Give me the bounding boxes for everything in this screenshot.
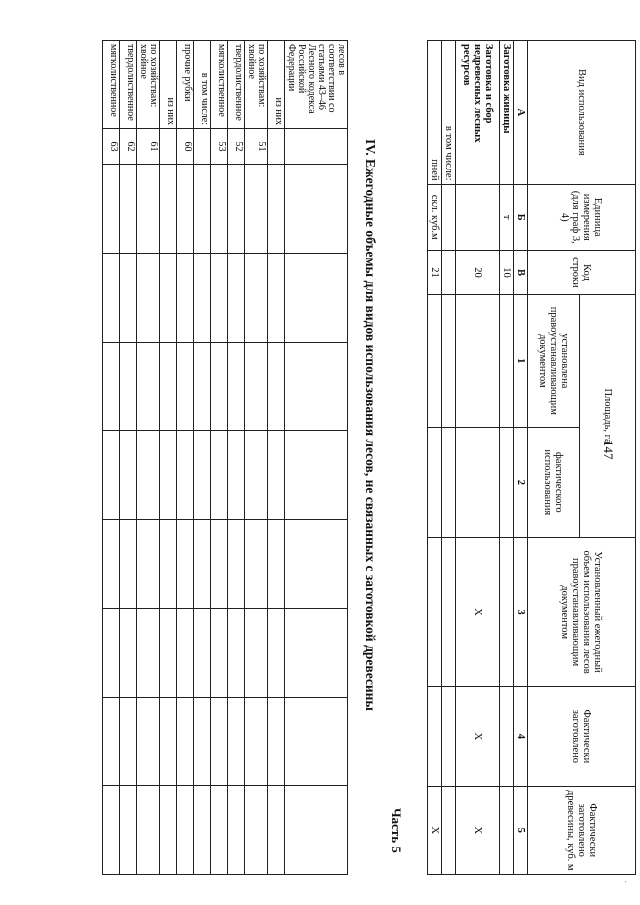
upper-row-cell — [245, 608, 268, 697]
upper-row-cell — [177, 608, 194, 697]
upper-row-cell — [285, 342, 348, 431]
upper-row-cell — [268, 431, 285, 520]
index-cell: Б — [514, 184, 528, 250]
upper-row-code — [268, 129, 285, 165]
row-cell-c2 — [442, 427, 456, 537]
upper-row-cell — [285, 697, 348, 786]
upper-row-code — [194, 129, 211, 165]
upper-row-cell — [211, 431, 228, 520]
index-cell: 4 — [514, 687, 528, 786]
upper-row-label: прочие рубки — [177, 41, 194, 129]
upper-row-cell — [137, 608, 160, 697]
upper-row-cell — [245, 786, 268, 875]
upper-row-cell — [194, 786, 211, 875]
upper-row-cell — [137, 253, 160, 342]
upper-row-label: по хозяйствам: хвойное — [137, 41, 160, 129]
row-label: пней — [428, 41, 442, 185]
row-cell-unit — [442, 184, 456, 250]
upper-row-cell — [120, 431, 137, 520]
row-cell-unit: скл. куб.м — [428, 184, 442, 250]
upper-row-cell — [103, 608, 120, 697]
upper-row-cell — [245, 697, 268, 786]
upper-row-cell — [194, 431, 211, 520]
upper-row-cell — [120, 608, 137, 697]
upper-row-cell — [194, 520, 211, 609]
upper-row-cell — [103, 431, 120, 520]
row-cell-c1 — [456, 295, 500, 428]
page-number: 147 — [601, 440, 616, 460]
main-table-row — [428, 41, 442, 875]
row-cell-c5: X — [428, 786, 442, 874]
row-cell-code — [442, 250, 456, 294]
row-cell-unit: т — [500, 184, 514, 250]
upper-row-cell — [245, 431, 268, 520]
upper-row-label: из них — [160, 41, 177, 129]
upper-row-label: из них — [268, 41, 285, 129]
index-cell: А — [514, 41, 528, 185]
upper-row-cell — [177, 253, 194, 342]
row-cell-c4: X — [456, 687, 500, 786]
row-cell-c4 — [428, 687, 442, 786]
upper-row-code: 62 — [120, 129, 137, 165]
row-label: Заготовка живицы — [500, 41, 514, 185]
upper-row-cell — [245, 520, 268, 609]
upper-table-row — [177, 41, 194, 875]
row-cell-code: 20 — [456, 250, 500, 294]
row-cell-c3: X — [456, 538, 500, 687]
row-cell-code: 21 — [428, 250, 442, 294]
upper-row-cell — [103, 697, 120, 786]
upper-row-cell — [120, 786, 137, 875]
upper-row-cell — [268, 608, 285, 697]
upper-row-cell — [160, 431, 177, 520]
upper-row-cell — [137, 342, 160, 431]
header-actual-harvested: Фактически заготовлено — [528, 687, 636, 786]
part-label: Часть 5 — [389, 808, 404, 853]
upper-row-code — [285, 129, 348, 165]
upper-row-cell — [211, 608, 228, 697]
upper-row-cell — [194, 608, 211, 697]
upper-row-cell — [228, 608, 245, 697]
header-area-actual: фактического использования — [528, 427, 580, 537]
upper-row-cell — [245, 165, 268, 254]
upper-row-cell — [120, 165, 137, 254]
row-label: в том числе: — [442, 41, 456, 185]
upper-row-cell — [211, 786, 228, 875]
upper-row-cell — [245, 253, 268, 342]
row-cell-c4 — [500, 687, 514, 786]
upper-row-cell — [177, 697, 194, 786]
upper-row-cell — [120, 520, 137, 609]
upper-table-row — [103, 41, 120, 875]
row-label: Заготовка и сбор недревесных лесных ресурсов — [456, 41, 500, 185]
upper-row-cell — [268, 786, 285, 875]
upper-row-cell — [268, 520, 285, 609]
upper-row-label: по хозяйствам: хвойное — [245, 41, 268, 129]
row-cell-c5 — [500, 786, 514, 874]
upper-row-cell — [285, 520, 348, 609]
upper-table-row — [194, 41, 211, 875]
upper-row-cell — [120, 342, 137, 431]
upper-row-cell — [285, 165, 348, 254]
header-actual-wood: Фактически заготовлено древесины, куб. м — [528, 786, 636, 874]
row-cell-code: 10 — [500, 250, 514, 294]
upper-row-code: 53 — [211, 129, 228, 165]
upper-row-cell — [285, 786, 348, 875]
row-cell-c3 — [500, 538, 514, 687]
upper-row-cell — [120, 697, 137, 786]
main-table-row — [500, 41, 514, 875]
main-table-row — [456, 41, 500, 875]
upper-row-cell — [177, 431, 194, 520]
index-row — [514, 41, 528, 875]
index-cell: 5 — [514, 786, 528, 874]
upper-table-row — [245, 41, 268, 875]
upper-row-cell — [137, 786, 160, 875]
upper-row-label: твердолиственное — [228, 41, 245, 129]
row-cell-c2 — [428, 427, 442, 537]
upper-row-code: 51 — [245, 129, 268, 165]
upper-row-cell — [228, 342, 245, 431]
upper-row-cell — [211, 520, 228, 609]
upper-table-row — [285, 41, 348, 875]
upper-row-cell — [103, 786, 120, 875]
upper-row-label: лесов в соответствии со статьями 43–46 Лесного кодекса Российской Федерации — [285, 41, 348, 129]
main-table-row — [442, 41, 456, 875]
index-cell: 2 — [514, 427, 528, 537]
upper-table-row — [268, 41, 285, 875]
section-title: IV. Ежегодные объемы для видов использования лесов, не связанных с заготовкой древесины — [363, 139, 378, 711]
upper-row-cell — [285, 253, 348, 342]
upper-table-row — [211, 41, 228, 875]
upper-row-cell — [120, 253, 137, 342]
scan-mark: · — [619, 880, 630, 884]
upper-row-cell — [103, 342, 120, 431]
upper-row-code: 52 — [228, 129, 245, 165]
upper-row-cell — [211, 342, 228, 431]
header-use-type: Вид использования — [528, 41, 636, 185]
upper-row-cell — [228, 253, 245, 342]
upper-row-cell — [103, 520, 120, 609]
row-cell-c3 — [442, 538, 456, 687]
upper-row-cell — [103, 165, 120, 254]
upper-row-cell — [160, 253, 177, 342]
index-cell: В — [514, 250, 528, 294]
upper-row-cell — [137, 431, 160, 520]
upper-row-code: 63 — [103, 129, 120, 165]
upper-row-cell — [228, 520, 245, 609]
upper-row-cell — [228, 431, 245, 520]
main-table — [427, 40, 636, 875]
upper-table-row — [160, 41, 177, 875]
row-cell-unit — [456, 184, 500, 250]
upper-table-row — [137, 41, 160, 875]
header-annual-volume: Установленный ежегодный объем использования лесов правоустанавливающим документом — [528, 538, 636, 687]
row-cell-c3 — [428, 538, 442, 687]
upper-row-cell — [103, 253, 120, 342]
header-unit: Единица измерения (для граф 3, 4) — [528, 184, 636, 250]
upper-row-cell — [268, 697, 285, 786]
upper-row-cell — [228, 786, 245, 875]
upper-row-cell — [268, 342, 285, 431]
upper-table-row — [228, 41, 245, 875]
header-area-established: установлена правоустанавливающим документом — [528, 295, 580, 428]
index-cell: 1 — [514, 295, 528, 428]
upper-row-label: в том числе: — [194, 41, 211, 129]
upper-row-cell — [160, 342, 177, 431]
upper-row-cell — [160, 165, 177, 254]
upper-row-cell — [137, 697, 160, 786]
upper-row-cell — [177, 786, 194, 875]
upper-table — [102, 40, 348, 875]
row-cell-c4 — [442, 687, 456, 786]
header-area: Площадь, га — [580, 295, 636, 538]
upper-row-cell — [268, 253, 285, 342]
upper-row-cell — [137, 165, 160, 254]
row-cell-c1 — [500, 295, 514, 428]
upper-row-code — [160, 129, 177, 165]
upper-row-cell — [245, 342, 268, 431]
upper-row-cell — [177, 342, 194, 431]
upper-row-cell — [211, 253, 228, 342]
upper-row-cell — [194, 253, 211, 342]
upper-row-label: мягколиственное — [211, 41, 228, 129]
upper-row-cell — [228, 697, 245, 786]
upper-row-label: твердолиственное — [120, 41, 137, 129]
header-code: Код строки — [528, 250, 636, 294]
row-cell-c2 — [456, 427, 500, 537]
upper-row-cell — [268, 165, 285, 254]
row-cell-c2 — [500, 427, 514, 537]
upper-row-cell — [160, 697, 177, 786]
upper-row-cell — [194, 697, 211, 786]
upper-row-cell — [137, 520, 160, 609]
row-cell-c1 — [442, 295, 456, 428]
upper-row-code: 60 — [177, 129, 194, 165]
upper-row-cell — [194, 342, 211, 431]
row-cell-c5 — [442, 786, 456, 874]
row-cell-c5: X — [456, 786, 500, 874]
upper-row-cell — [160, 608, 177, 697]
upper-table-row — [120, 41, 137, 875]
upper-row-cell — [177, 165, 194, 254]
upper-row-cell — [285, 431, 348, 520]
upper-row-cell — [160, 520, 177, 609]
upper-row-label: мягколиственное — [103, 41, 120, 129]
upper-row-cell — [160, 786, 177, 875]
row-cell-c1 — [428, 295, 442, 428]
index-cell: 3 — [514, 538, 528, 687]
upper-row-cell — [285, 608, 348, 697]
upper-row-cell — [177, 520, 194, 609]
upper-row-cell — [211, 165, 228, 254]
upper-row-cell — [211, 697, 228, 786]
upper-row-cell — [228, 165, 245, 254]
upper-row-code: 61 — [137, 129, 160, 165]
upper-row-cell — [194, 165, 211, 254]
